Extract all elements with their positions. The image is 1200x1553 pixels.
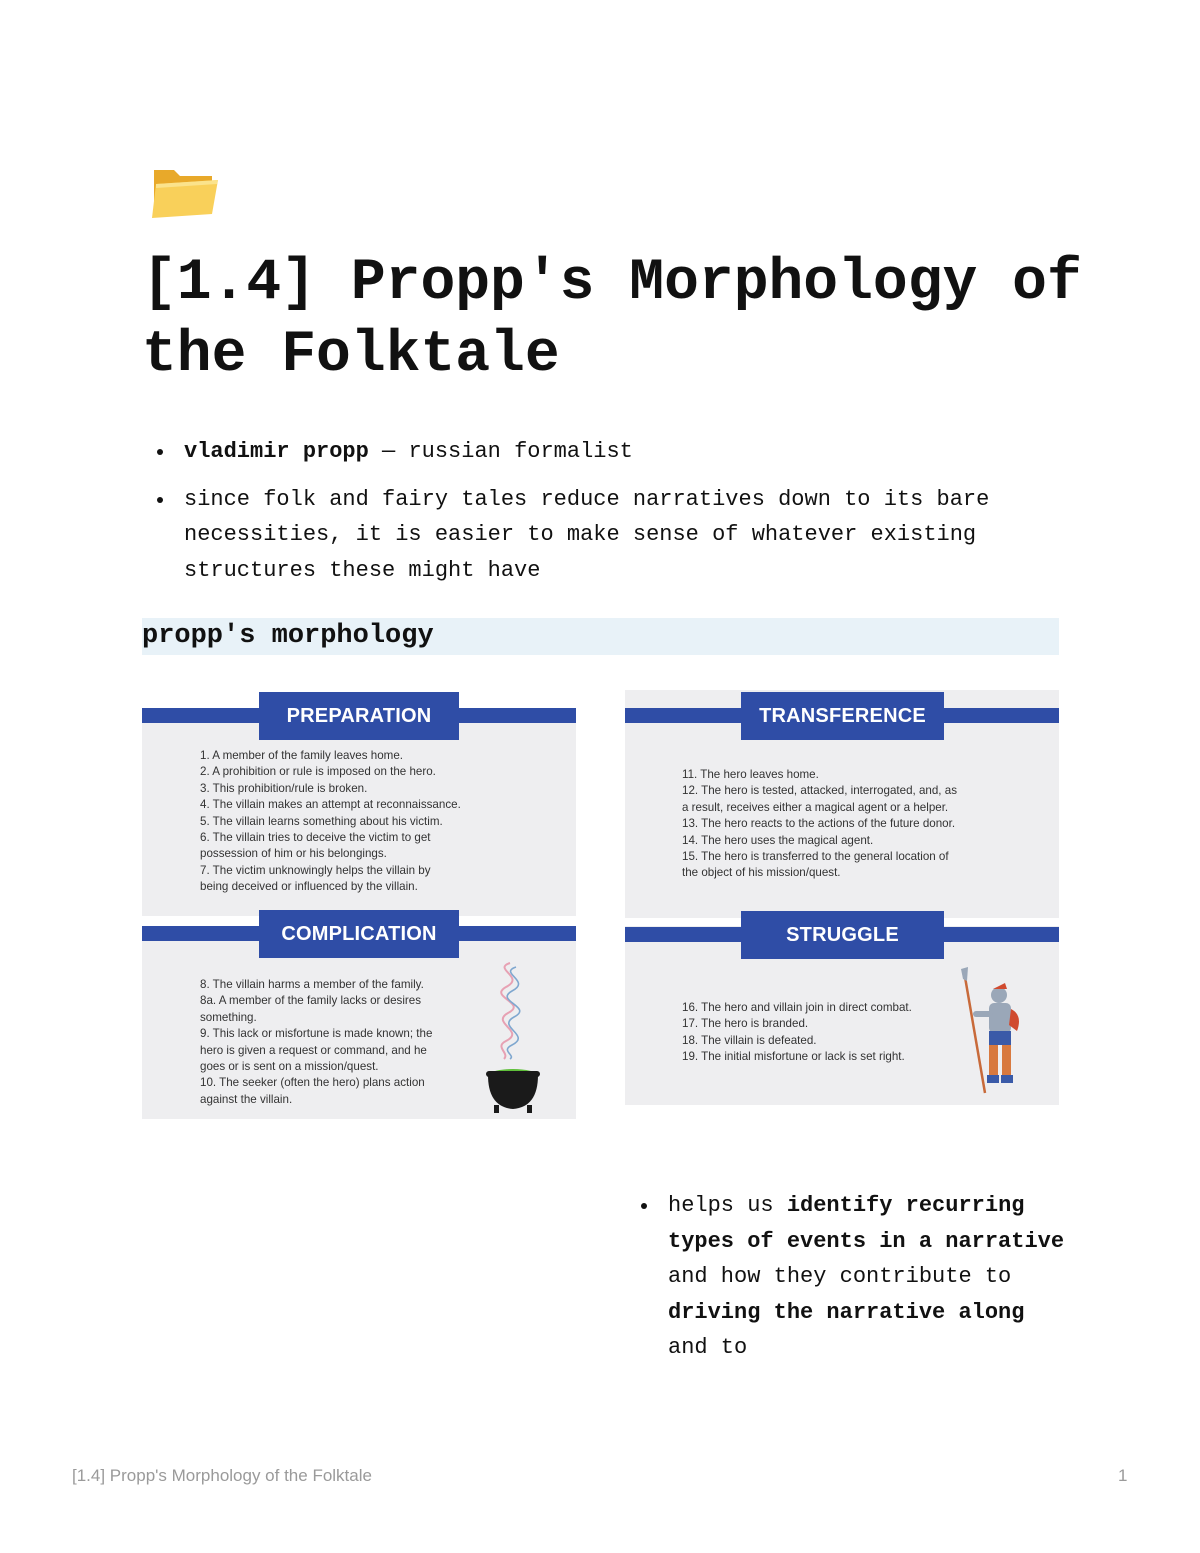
struggle-title: STRUGGLE: [741, 911, 944, 959]
list-item: 8a. A member of the family lacks or desires: [200, 994, 422, 1008]
footer-title: [1.4] Propp's Morphology of the Folktale: [72, 1466, 372, 1485]
list-item: goes or is sent on a mission/quest.: [200, 1060, 379, 1074]
list-item: 1. A member of the family leaves home.: [200, 749, 403, 762]
bullet-text: helps us: [668, 1193, 787, 1218]
list-item: 3. This prohibition/rule is broken.: [200, 781, 368, 795]
list-item: something.: [200, 1010, 257, 1024]
list-item: 14. The hero uses the magical agent.: [682, 833, 874, 847]
list-item: 9. This lack or misfortune is made known; the: [200, 1027, 433, 1041]
list-item: against the villain.: [200, 1092, 293, 1106]
complication-title: COMPLICATION: [259, 910, 459, 958]
complication-steps: [200, 977, 432, 1108]
transference-steps: [682, 767, 957, 882]
list-item: 16. The hero and villain join in direct combat.: [682, 1001, 912, 1014]
list-item: possession of him or his belongings.: [200, 847, 387, 861]
list-item: hero is given a request or command, and he: [200, 1043, 427, 1057]
preparation-title: PREPARATION: [259, 692, 459, 740]
folder-icon: [150, 162, 220, 220]
list-item: 18. The villain is defeated.: [682, 1033, 817, 1047]
list-item: 8. The villain harms a member of the family.: [200, 978, 424, 991]
list-item: 17. The hero is branded.: [682, 1017, 809, 1031]
page-title: [1.4] Propp's Morphology of the Folktale: [142, 251, 1082, 388]
side-bullet-list: [626, 1188, 1066, 1378]
bullet-bold-text: driving the narrative along: [668, 1299, 1025, 1325]
transference-title: TRANSFERENCE: [741, 692, 944, 740]
intro-bullet-list: [142, 434, 1102, 600]
knight-icon: [955, 965, 1030, 1100]
page-number: 1: [1118, 1466, 1128, 1485]
list-item: 15. The hero is transferred to the general location of: [682, 850, 949, 864]
struggle-steps: [682, 1000, 912, 1066]
list-item: 5. The villain learns something about his victim.: [200, 814, 443, 828]
bullet-text: and how they contribute to: [668, 1264, 1012, 1289]
list-item: being deceived or influenced by the villain.: [200, 880, 418, 894]
list-item: [142, 482, 1102, 589]
list-item: the object of his mission/quest.: [682, 866, 841, 880]
bullet-bold-text: identify recurring types of events in a narrative: [668, 1193, 1065, 1254]
list-item: [142, 434, 1102, 470]
bullet-bold-text: vladimir propp: [184, 439, 369, 464]
preparation-steps: [200, 748, 461, 896]
list-item: 12. The hero is tested, attacked, interrogated, and, as: [682, 784, 957, 798]
list-item: 7. The victim unknowingly helps the villain by: [200, 863, 431, 877]
list-item: 2. A prohibition or rule is imposed on the hero.: [200, 765, 436, 779]
list-item: 19. The initial misfortune or lack is set right.: [682, 1050, 905, 1064]
section-heading: propp's morphology: [142, 618, 1059, 655]
list-item: [626, 1188, 1066, 1366]
list-item: 4. The villain makes an attempt at reconnaissance.: [200, 798, 461, 812]
bullet-text: and to: [668, 1335, 748, 1360]
bullet-text: since folk and fairy tales reduce narratives down to its bare necessities, it is easier to make sense of whatever existing structures these might have: [184, 486, 990, 583]
bullet-text: — russian formalist: [368, 439, 633, 464]
list-item: 13. The hero reacts to the actions of the future donor.: [682, 817, 956, 831]
list-item: a result, receives either a magical agent or a helper.: [682, 800, 949, 814]
cauldron-icon: [480, 955, 550, 1115]
list-item: 6. The villain tries to deceive the victim to get: [200, 831, 431, 845]
list-item: 11. The hero leaves home.: [682, 768, 819, 781]
list-item: 10. The seeker (often the hero) plans action: [200, 1076, 425, 1090]
